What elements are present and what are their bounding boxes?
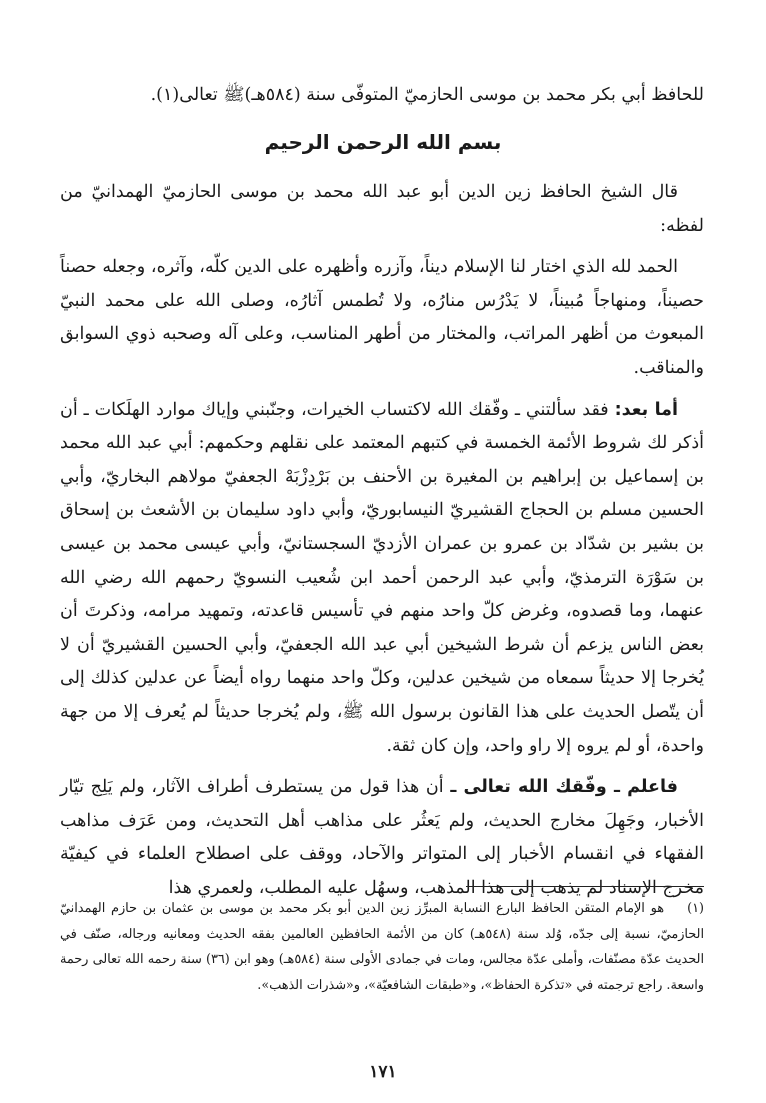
paragraph-lead: فاعلم ـ وفّقك الله تعالى ـ bbox=[450, 777, 678, 798]
footnote-text: هو الإمام المتقن الحافظ البارع النسابة المبرِّز زين الدين أبو بكر محمد بن موسى بن عثمان بن حازم الهمدانيّ الحازميّ، نسبة إلى جدّه، وُلد سنة (٥٤٨هـ) كان من الأئمة الحافظين العالمين بفقه الحديث ومعانيه ورجاله، صنّف في الحديث عدّة مصنّفات، وأملى عدّة مجالس، ومات في جمادى الأولى سنة (٥٨٤هـ) وهو ابن (٣٦) سنة رحمه الله تعالى رحمة واسعة. راجع ترجمته في «تذكرة الحفاظ»، و«طبقات الشافعيّة»، و«شذرات الذهب». bbox=[60, 901, 704, 993]
paragraph-body: فقد سألتني ـ وفّقك الله لاكتساب الخيرات، وجنّبني وإياك موارد الهلَكات ـ أن أذكر لك شروط الأئمة الخمسة في كتبهم المعتمد على نقلهم وحكمهم: أبي عبد الله محمد بن إسماعيل بن إبراهيم بن المغيرة بن الأحنف بن بَرْدِزْبَهْ الجعفيّ مولاهم البخاريّ، وأبي الحسين مسلم بن الحجاج القشيريّ النيسابوريّ، وأبي داود سليمان بن الأشعث بن إسحاق بن بشير بن شدّاد بن عمرو بن عمران الأزديّ السجستانيّ، وأبي عيسى محمد بن عيسى بن سَوْرَة الترمذيّ، وأبي عبد الرحمن أحمد ابن شُعيب النسويّ رحمهم الله رضي الله عنهما، وما قصدوه، وغرض كلّ واحد منهم في تأسيس قاعدته، وتمهيد مرامه، وذكرتَ أن بعض الناس يزعم أن شرط الشيخين أبي عبد الله الجعفيّ، وأبي الحسين القشيريّ أن لا يُخرجا إلا حديثاً سمعاه من شيخين عدلين، وكلّ واحد منهما رواه أيضاً عن عدلين كذلك إلى أن يتّصل الحديث على هذا القانون برسول الله ﷺ، ولم يُخرجا حديثاً لم يُعرف إلا من جهة واحدة، أو لم يروه إلا راو واحد، وإن كان ثقة. bbox=[60, 399, 704, 756]
footnote-divider bbox=[466, 886, 704, 887]
paragraph-praise: الحمد لله الذي اختار لنا الإسلام ديناً، وآزره وأظهره على الدين كلّه، وآثره، وجعله حصناً حصيناً، ومنهاجاً مُبيناً، لا يَدْرُس منارُه، ولا تُطمس آثارُه، وصلى الله على محمد النبيّ المبعوث من أظهر المراتب، والمختار من أطهر المناسب، وعلى آله وصحبه ذوي السوابق والمناقب. bbox=[60, 257, 704, 378]
page-number: ١٧١ bbox=[369, 1062, 397, 1082]
paragraph-lead: أما بعد: bbox=[614, 399, 678, 420]
paragraph-opening: قال الشيخ الحافظ زين الدين أبو عبد الله محمد بن موسى الحازميّ الهمدانيّ من لفظه: bbox=[60, 182, 704, 236]
main-text bbox=[60, 176, 704, 905]
basmala-heading: بسم الله الرحمن الرحيم bbox=[264, 130, 502, 154]
footnote bbox=[60, 896, 704, 998]
intro-line: للحافظ أبي بكر محمد بن موسى الحازميّ المتوفّى سنة (٥٨٤هـ)ﷺ تعالى(١). bbox=[150, 85, 704, 105]
paragraph-amma-baad bbox=[60, 394, 704, 764]
paragraph-body: أن هذا قول من يستطرف أطراف الآثار، ولم يَلِج تيّار الأخبار، وجَهِلَ مخارج الحديث، ولم يَعثُر على مذاهب أهل التحديث، ومن عَرَف مذاهب الفقهاء في انقسام الأخبار إلى المتواتر والآحاد، ووقف على اصطلاح العلماء في كيفيّة مخرج الإسناد لم يذهب إلى هذا المذهب، وسهُل عليه المطلب، ولعمري هذا bbox=[60, 777, 704, 898]
footnote-number: (١) bbox=[687, 901, 704, 916]
